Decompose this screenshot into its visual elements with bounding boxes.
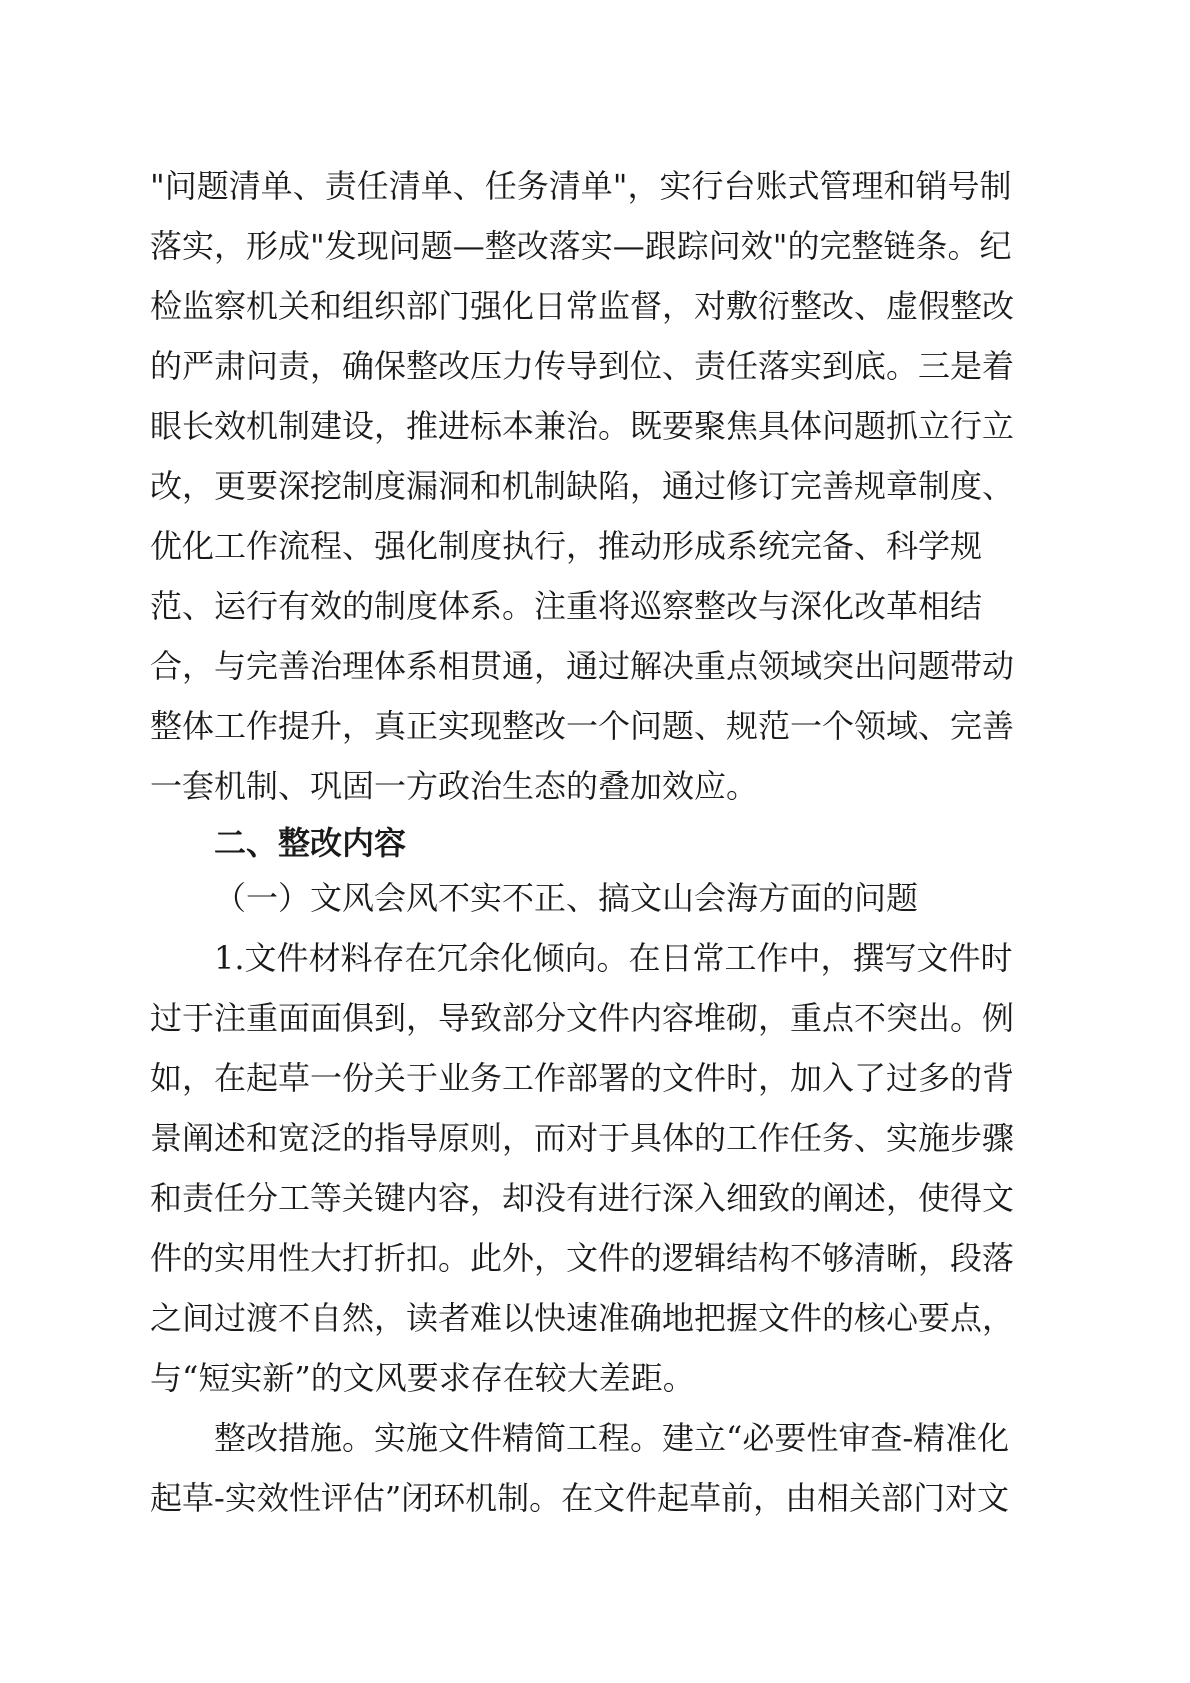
section-heading: 二、整改内容 [214, 824, 407, 862]
body-line-10: 整体工作提升，真正实现整改一个问题、规范一个领域、完善 [150, 707, 1015, 745]
body-line-18: 之间过渡不自然，读者难以快速准确地把握文件的核心要点， [150, 1299, 1015, 1337]
body-line-2: 落实，形成"发现问题—整改落实—跟踪问效"的完整链条。纪 [150, 227, 1012, 265]
body-line-4: 的严肃问责，确保整改压力传导到位、责任落实到底。三是着 [150, 347, 1015, 385]
body-line-19: 与“短实新”的文风要求存在较大差距。 [150, 1359, 695, 1397]
body-line-12: 1.文件材料存在冗余化倾向。在日常工作中，撰写文件时 [214, 939, 1013, 977]
body-line-16: 和责任分工等关键内容，却没有进行深入细致的阐述，使得文 [150, 1179, 1015, 1217]
body-line-7: 优化工作流程、强化制度执行，推动形成系统完备、科学规 [150, 527, 983, 565]
body-line-13: 过于注重面面俱到，导致部分文件内容堆砌，重点不突出。例 [150, 999, 1015, 1037]
body-line-9: 合，与完善治理体系相贯通，通过解决重点领域突出问题带动 [150, 647, 1015, 685]
body-line-3: 检监察机关和组织部门强化日常监督，对敷衍整改、虚假整改 [150, 287, 1015, 325]
body-line-8: 范、运行有效的制度体系。注重将巡察整改与深化改革相结 [150, 587, 983, 625]
body-line-1: "问题清单、责任清单、任务清单"，实行台账式管理和销号制 [150, 167, 1012, 205]
body-line-14: 如，在起草一份关于业务工作部署的文件时，加入了过多的背 [150, 1059, 1015, 1097]
body-line-17: 件的实用性大打折扣。此外，文件的逻辑结构不够清晰，段落 [150, 1239, 1015, 1277]
body-line-11: 一套机制、巩固一方政治生态的叠加效应。 [150, 767, 759, 805]
body-line-20: 整改措施。实施文件精简工程。建立“必要性审查-精准化 [214, 1419, 1010, 1457]
body-line-6: 改，更要深挖制度漏洞和机制缺陷，通过修订完善规章制度、 [150, 467, 1015, 505]
body-line-5: 眼长效机制建设，推进标本兼治。既要聚焦具体问题抓立行立 [150, 407, 1015, 445]
body-line-21: 起草-实效性评估”闭环机制。在文件起草前，由相关部门对文 [150, 1479, 1010, 1517]
body-line-15: 景阐述和宽泛的指导原则，而对于具体的工作任务、实施步骤 [150, 1119, 1015, 1157]
subsection-heading: （一）文风会风不实不正、搞文山会海方面的问题 [214, 879, 919, 917]
